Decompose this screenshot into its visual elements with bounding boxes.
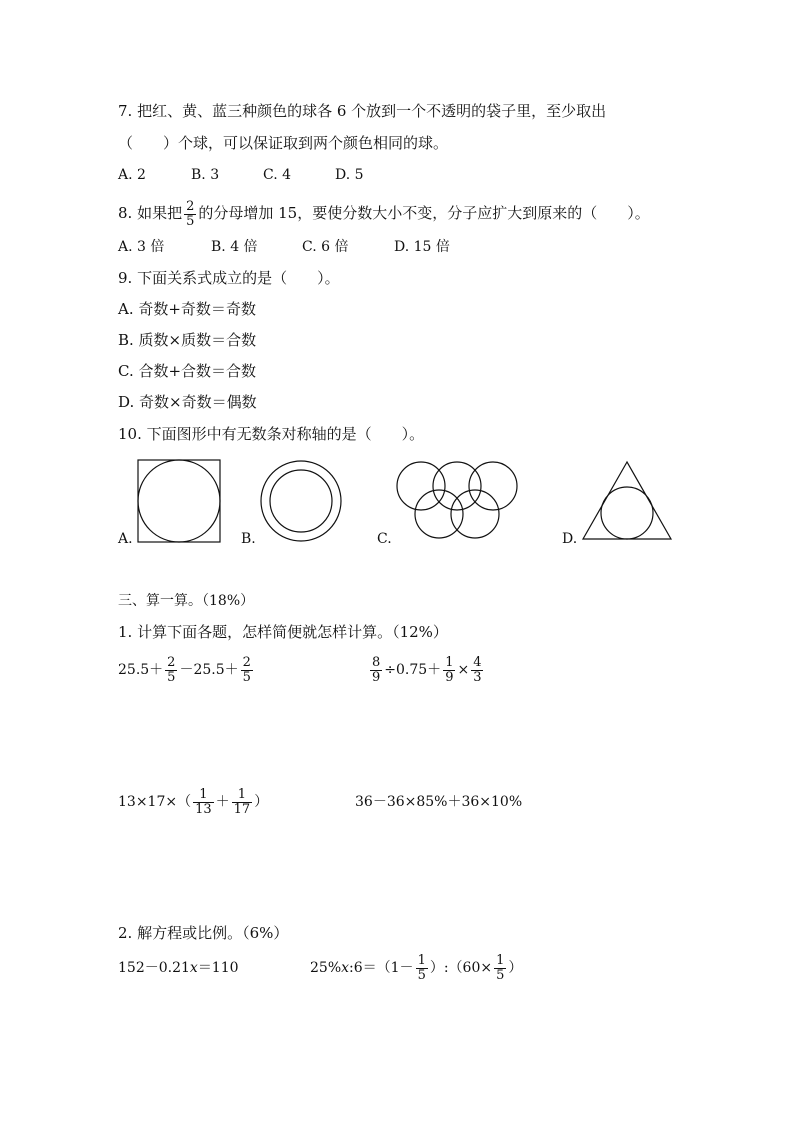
expr6-frac1-num: 1 xyxy=(417,952,426,968)
figure-c-ring-3 xyxy=(469,462,517,510)
expr6-part-d: ） xyxy=(508,960,523,976)
expr1-part-a: 25.5＋ xyxy=(118,662,164,678)
section3-sub1: 1. 计算下面各题，怎样简便就怎样计算。（12%） xyxy=(118,623,448,641)
figure-c-ring-4 xyxy=(415,490,463,538)
figure-c-ring-1 xyxy=(397,462,445,510)
q10-stem: 10. 下面图形中有无数条对称轴的是（ ）。 xyxy=(118,425,425,443)
expr1-frac2-num: 2 xyxy=(242,654,251,670)
expr2-frac2-num: 1 xyxy=(445,654,454,670)
q7-line2: （ ）个球，可以保证取到两个颜色相同的球。 xyxy=(118,134,449,152)
figure-c-ring-2 xyxy=(433,462,481,510)
q10-figures xyxy=(0,0,794,560)
expr2-frac2-den: 9 xyxy=(445,669,454,685)
q8-option-c: C. 6 倍 xyxy=(302,239,349,255)
q9-stem: 9. 下面关系式成立的是（ ）。 xyxy=(118,269,340,287)
figure-b-inner-circle xyxy=(270,470,332,532)
expr3-part-a: 13×17×（ xyxy=(118,794,192,810)
expr1-frac2-den: 5 xyxy=(242,669,251,685)
expression-1 xyxy=(118,650,255,690)
expr2-frac3 xyxy=(471,656,483,685)
expr3-frac2-num: 1 xyxy=(237,786,247,802)
expr1-frac1 xyxy=(165,656,177,685)
expr2-part-b: × xyxy=(457,662,470,678)
expr2-frac1-den: 9 xyxy=(372,669,381,685)
expression-5 xyxy=(118,958,239,978)
q9-option-b: B. 质数×质数＝合数 xyxy=(118,331,257,349)
expr2-frac1-num: 8 xyxy=(372,654,381,670)
expression-4: 36－36×85%＋36×10% xyxy=(355,794,523,810)
expr6-part-c: ）:（60× xyxy=(429,960,493,976)
q9-option-a: A. 奇数+奇数＝奇数 xyxy=(118,300,256,318)
q8-frac-den: 5 xyxy=(186,213,195,229)
figure-a-label: A. xyxy=(118,531,133,547)
expr2-frac1 xyxy=(370,656,382,685)
expr1-frac2 xyxy=(241,656,253,685)
figure-b-label: B. xyxy=(241,531,256,547)
figure-b-ring xyxy=(261,461,341,541)
q8-prefix: 8. 如果把 xyxy=(118,204,183,222)
expr2-part-a: ÷0.75＋ xyxy=(384,662,442,678)
expr3-frac2-den: 17 xyxy=(233,801,251,817)
q9-option-c: C. 合数+合数＝合数 xyxy=(118,362,257,380)
expr3-frac1 xyxy=(193,788,214,817)
section3-title: 三、算一算。（18%） xyxy=(118,593,255,609)
expr6-part-a: 25% xyxy=(310,960,342,976)
figure-a-circle-in-square xyxy=(138,460,220,542)
section3-sub2: 2. 解方程或比例。（6%） xyxy=(118,924,289,942)
q8-option-a: A. 3 倍 xyxy=(118,239,165,255)
q7-line1: 7. 把红、黄、蓝三种颜色的球各 6 个放到一个不透明的袋子里，至少取出 xyxy=(118,102,607,120)
figure-d-triangle xyxy=(583,462,671,539)
figure-a-circle xyxy=(138,460,220,542)
figure-c-ring-5 xyxy=(451,490,499,538)
expr6-variable: x xyxy=(341,960,350,976)
expr6-frac1 xyxy=(416,954,428,983)
q8-option-d: D. 15 倍 xyxy=(394,239,450,255)
expr1-frac1-num: 2 xyxy=(167,654,176,670)
expr1-frac1-den: 5 xyxy=(167,669,176,685)
expression-6 xyxy=(310,948,522,988)
q9-option-d: D. 奇数×奇数＝偶数 xyxy=(118,393,257,411)
expr1-part-b: －25.5＋ xyxy=(179,662,239,678)
expr3-frac2 xyxy=(232,788,253,817)
q7-option-d: D. 5 xyxy=(335,167,364,183)
figure-d-circle-in-triangle xyxy=(583,462,671,539)
expr3-part-c: ） xyxy=(254,794,269,810)
expr6-frac1-den: 5 xyxy=(417,967,426,983)
q7-option-c: C. 4 xyxy=(263,167,292,183)
expr5-part-b: ＝110 xyxy=(197,960,239,976)
q8-frac-num: 2 xyxy=(186,198,195,214)
expr6-part-b: :6＝（1－ xyxy=(349,960,414,976)
expr5-variable: x xyxy=(189,960,198,976)
expr2-frac3-den: 3 xyxy=(473,669,482,685)
expr5-part-a: 152－0.21 xyxy=(118,960,190,976)
q7-option-b: B. 3 xyxy=(191,167,220,183)
q7-option-a: A. 2 xyxy=(118,167,146,183)
figure-c-label: C. xyxy=(377,531,392,547)
figure-d-circle xyxy=(601,487,653,539)
q8-suffix: 的分母增加 15，要使分数大小不变，分子应扩大到原来的（ ）。 xyxy=(198,204,650,222)
q8-option-b: B. 4 倍 xyxy=(211,239,258,255)
expr3-part-b: ＋ xyxy=(215,794,230,810)
figure-d-label: D. xyxy=(562,531,578,547)
expr6-frac2-den: 5 xyxy=(496,967,505,983)
expr2-frac3-num: 4 xyxy=(473,654,482,670)
figure-c-olympic-rings xyxy=(397,462,517,538)
expression-3 xyxy=(118,782,268,822)
figure-b-outer-circle xyxy=(261,461,341,541)
expr3-frac1-num: 1 xyxy=(199,786,208,802)
expr6-frac2-num: 1 xyxy=(496,952,505,968)
expr6-frac2 xyxy=(494,954,506,983)
expression-2 xyxy=(368,650,485,690)
expr3-frac1-den: 13 xyxy=(195,801,212,817)
expr2-frac2 xyxy=(443,656,455,685)
